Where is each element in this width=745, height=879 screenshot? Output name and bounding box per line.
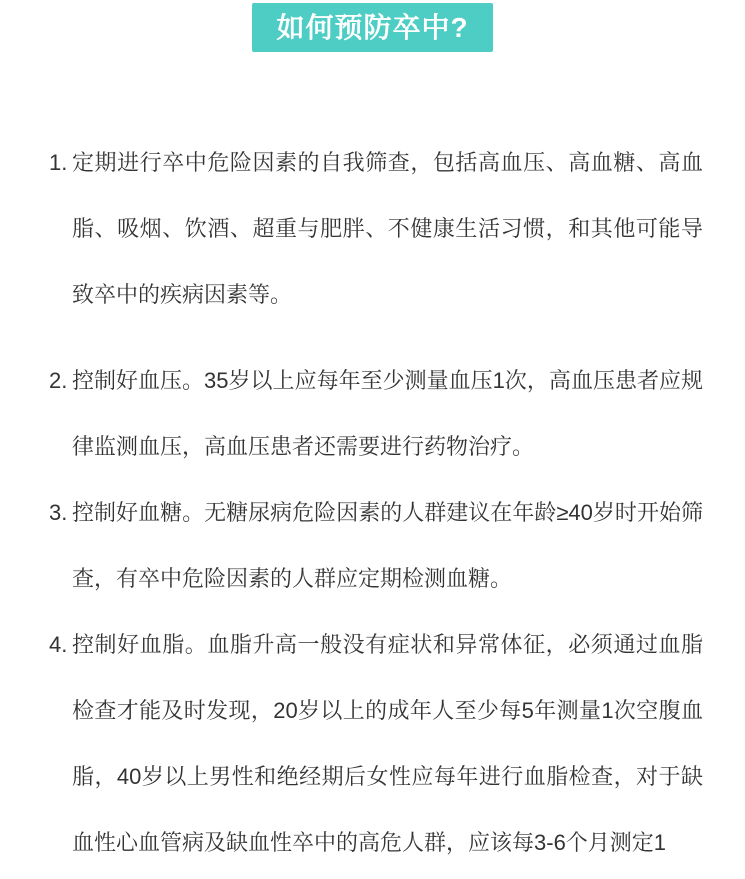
list-item-text: 控制好血糖。无糖尿病危险因素的人群建议在年龄≥40岁时开始筛查，有卒中危险因素的人群应定期检测血糖。	[72, 500, 703, 591]
list-item	[49, 348, 703, 480]
list-item-number: 1.	[49, 150, 68, 175]
list-item	[49, 130, 703, 328]
list-item-number: 4.	[49, 632, 68, 657]
document-page	[0, 3, 745, 879]
page-title: 如何预防卒中?	[276, 12, 469, 43]
prevention-list	[0, 130, 745, 876]
list-item-number: 2.	[49, 368, 68, 393]
list-item-text: 定期进行卒中危险因素的自我筛查，包括高血压、高血糖、高血脂、吸烟、饮酒、超重与肥胖、不健康生活习惯，和其他可能导致卒中的疾病因素等。	[72, 150, 703, 307]
list-item	[49, 480, 703, 612]
list-item-text: 控制好血压。35岁以上应每年至少测量血压1次，高血压患者应规律监测血压，高血压患者还需要进行药物治疗。	[72, 368, 703, 459]
list-item	[49, 612, 703, 876]
list-item-text: 控制好血脂。血脂升高一般没有症状和异常体征，必须通过血脂检查才能及时发现，20岁以上的成年人至少每5年测量1次空腹血脂，40岁以上男性和绝经期后女性应每年进行血脂检查，对于缺血性心血管病及缺血性卒中的高危人群，应该每3-6个月测定1	[72, 632, 703, 855]
list-item-number: 3.	[49, 500, 68, 525]
page-title-badge	[252, 3, 492, 52]
